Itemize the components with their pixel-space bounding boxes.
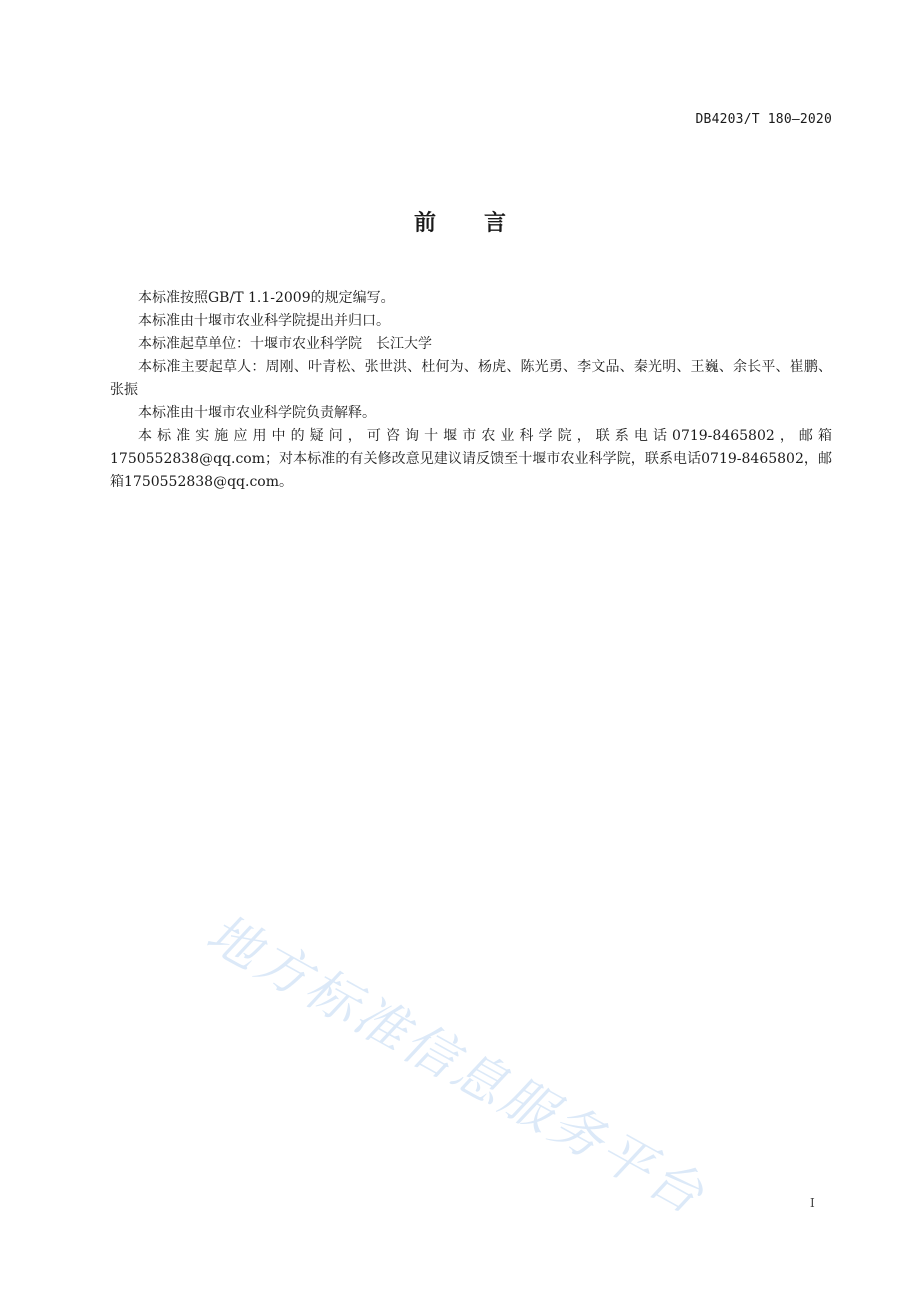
paragraph-interpretation: 本标准由十堰市农业科学院负责解释。 bbox=[138, 405, 376, 421]
document-code: DB4203/T 180—2020 bbox=[695, 112, 832, 127]
watermark: 地方标准信息服务平台 bbox=[196, 903, 716, 1228]
paragraph-contact: 本标准实施应用中的疑问，可咨询十堰市农业科学院，联系电话0719-8465802，邮箱1750552838@qq.com；对本标准的有关修改意见建议请反馈至十堰市农业科学院，联系电话0719-8465802，邮箱1750552838@qq.com。 bbox=[110, 428, 832, 490]
paragraph-drafting-units: 本标准起草单位：十堰市农业科学院 长江大学 bbox=[138, 336, 432, 352]
document-body bbox=[110, 287, 832, 494]
paragraph-proposer: 本标准由十堰市农业科学院提出并归口。 bbox=[138, 313, 390, 329]
paragraph-drafters: 本标准主要起草人：周刚、叶青松、张世洪、杜何为、杨虎、陈光勇、李文品、秦光明、王巍、余长平、崔鹏、张振 bbox=[110, 359, 832, 398]
paragraph-format: 本标准按照GB/T 1.1-2009的规定编写。 bbox=[138, 290, 395, 306]
page-number: I bbox=[810, 1196, 815, 1210]
page-title: 前言 bbox=[413, 211, 554, 236]
